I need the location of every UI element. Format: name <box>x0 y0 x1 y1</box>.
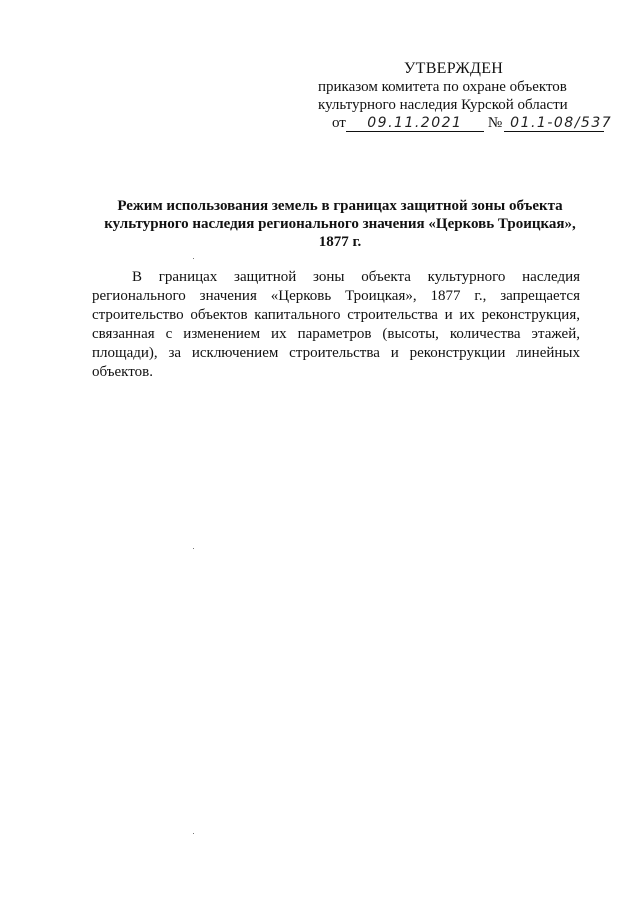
scan-speck <box>193 833 194 834</box>
handwritten-order-number: 01.1-08/537 <box>504 115 604 132</box>
approval-date-number-row <box>332 114 618 132</box>
number-sign: № <box>487 115 503 131</box>
document-heading <box>80 197 600 251</box>
handwritten-date: 09.11.2021 <box>346 115 484 132</box>
body-paragraph: В границах защитной зоны объекта культурного наследия регионального значения «Церковь Троицкая», 1877 г., запрещается строительство объектов капитального строительства и их реконструкция, связанная с изменением их параметров (высоты, количества этажей, площади), за исключением строительства и реконструкции линейных объектов. <box>92 269 580 380</box>
approval-line-order: приказом комитета по охране объектов <box>318 79 567 95</box>
heading-line-2: культурного наследия регионального значения «Церковь Троицкая», <box>104 216 576 232</box>
heading-line-3: 1877 г. <box>318 234 362 250</box>
scan-speck <box>193 258 194 259</box>
scan-speck <box>193 548 194 549</box>
approval-stamp-block <box>318 60 618 132</box>
approval-line-committee: культурного наследия Курской области <box>318 97 568 113</box>
heading-line-1: Режим использования земель в границах защитной зоны объекта <box>117 198 563 214</box>
from-label: от <box>332 115 346 131</box>
approval-title: УТВЕРЖДЕН <box>404 60 504 77</box>
